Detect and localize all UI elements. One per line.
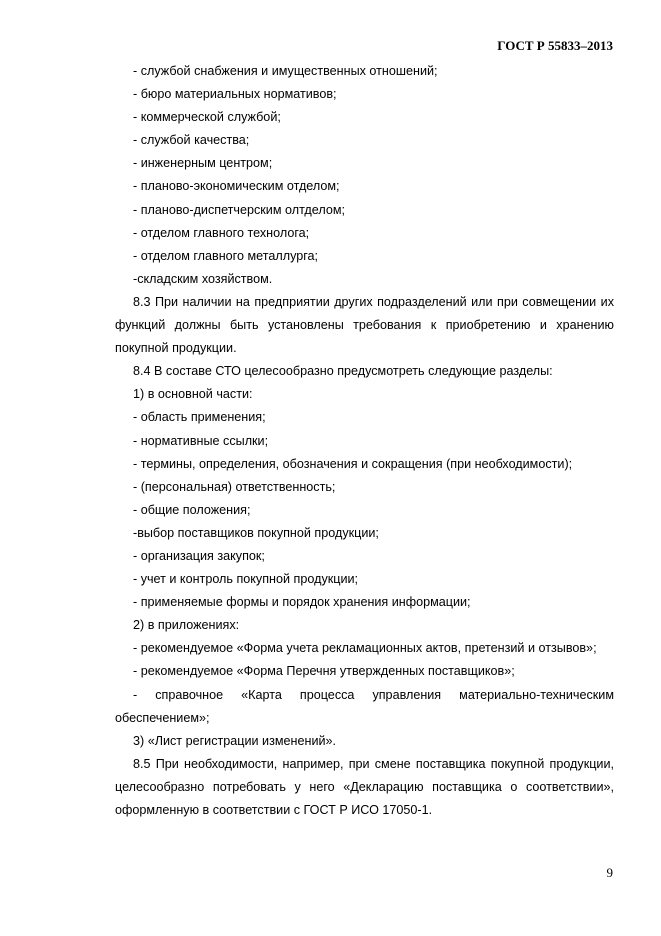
- list-item: - планово-экономическим отделом;: [133, 179, 340, 194]
- changes-sheet: 3) «Лист регистрации изменений».: [133, 733, 337, 748]
- appendices-heading: 2) в приложениях:: [133, 618, 240, 633]
- list-item: - планово-диспетчерским олтделом;: [133, 202, 346, 217]
- list-item: - (персональная) ответственность;: [133, 479, 336, 494]
- list-item: - службой качества;: [133, 133, 250, 148]
- list-item: - применяемые формы и порядок хранения информации;: [133, 595, 471, 610]
- appendix-item: - рекомендуемое «Форма Перечня утвержденных поставщиков»;: [133, 664, 515, 679]
- list-item: - область применения;: [133, 410, 266, 425]
- main-part-heading: 1) в основной части:: [133, 387, 253, 402]
- list-item: - службой снабжения и имущественных отношений;: [133, 64, 438, 78]
- list-item: - коммерческой службой;: [133, 110, 281, 125]
- list-item: - учет и контроль покупной продукции;: [133, 572, 359, 587]
- appendix-item: - справочное «Карта процесса управления материально-техническим обеспечением»;: [115, 687, 614, 725]
- list-item: - нормативные ссылки;: [133, 433, 269, 448]
- document-body: [115, 60, 614, 822]
- list-item: - организация закупок;: [133, 548, 265, 563]
- list-item: - бюро материальных нормативов;: [133, 87, 337, 102]
- list-item: - термины, определения, обозначения и сокращения (при необходимости);: [133, 456, 573, 471]
- paragraph-8-3: 8.3 При наличии на предприятии других подразделений или при совмещении их функций должны быть установлены требования к приобретению и хранению покупной продукции.: [115, 294, 614, 356]
- list-item: - общие положения;: [133, 502, 251, 517]
- list-item: - отделом главного металлурга;: [133, 248, 319, 263]
- list-item: -выбор поставщиков покупной продукции;: [133, 525, 379, 540]
- list-item: - инженерным центром;: [133, 156, 273, 171]
- page-number: 9: [606, 865, 613, 880]
- paragraph-8-4: 8.4 В составе СТО целесообразно предусмотреть следующие разделы:: [133, 364, 553, 379]
- list-item: -складским хозяйством.: [133, 271, 273, 286]
- appendix-item: - рекомендуемое «Форма учета рекламационных актов, претензий и отзывов»;: [133, 641, 597, 656]
- standard-header: ГОСТ Р 55833–2013: [497, 38, 613, 53]
- paragraph-8-5: 8.5 При необходимости, например, при смене поставщика покупной продукции, целесообразно потребовать у него «Декларацию поставщика о соответствии», оформленную в соответствии с ГОСТ Р ИСО 17050-1.: [115, 756, 614, 817]
- list-item: - отделом главного технолога;: [133, 225, 310, 240]
